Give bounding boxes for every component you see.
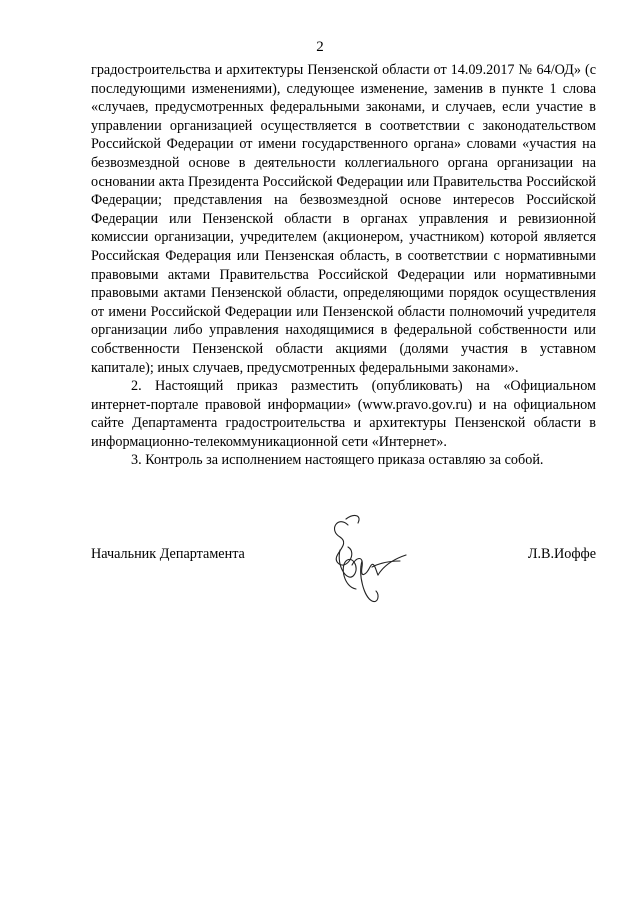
document-body: [91, 61, 596, 470]
paragraph-publication: 2. Настоящий приказ разместить (опубликовать) на «Официальном интернет-портале правовой информации» (www.pravo.gov.ru) и на официальном сайте Департамента градостроительства и архитектуры Пензенской области в информационно-телекоммуникационной сети «Интернет».: [91, 378, 596, 450]
signer-name: Л.В.Иоффе: [527, 546, 596, 562]
paragraph-amendment: градостроительства и архитектуры Пензенской области от 14.09.2017 № 64/ОД» (с последующими изменениями), следующее изменение, заменив в пункте 1 слова «случаев, предусмотренных федеральными законами, и случаев, если участие в управлении организацией осуществляется в соответствии с законодательством Российской Федерации от имени государственного органа» словами «участия на безвозмездной основе в деятельности коллегиального органа организации на основании акта Президента Российской Федерации или Правительства Российской Федерации; представления на безвозмездной основе интересов Российской Федерации или Пензенской области в органах управления и ревизионной комиссии организации, учредителем (акционером, участником) которой является Российская Федерация или Пензенская область, в соответствии с нормативными правовыми актами Правительства Российской Федерации или нормативными правовыми актами Пензенской области, определяющими порядок осуществления от имени Российской Федерации или Пензенской области полномочий учредителя организации либо управления находящимися в федеральной собственности или собственности Пензенской области акциями (долями участия в уставном капитале); иных случаев, предусмотренных федеральными законами».: [91, 62, 596, 376]
page-number: 2: [316, 39, 324, 55]
signer-position: Начальник Департамента: [91, 546, 245, 562]
signature-block: [91, 545, 596, 565]
paragraph-control: 3. Контроль за исполнением настоящего приказа оставляю за собой.: [131, 452, 544, 469]
